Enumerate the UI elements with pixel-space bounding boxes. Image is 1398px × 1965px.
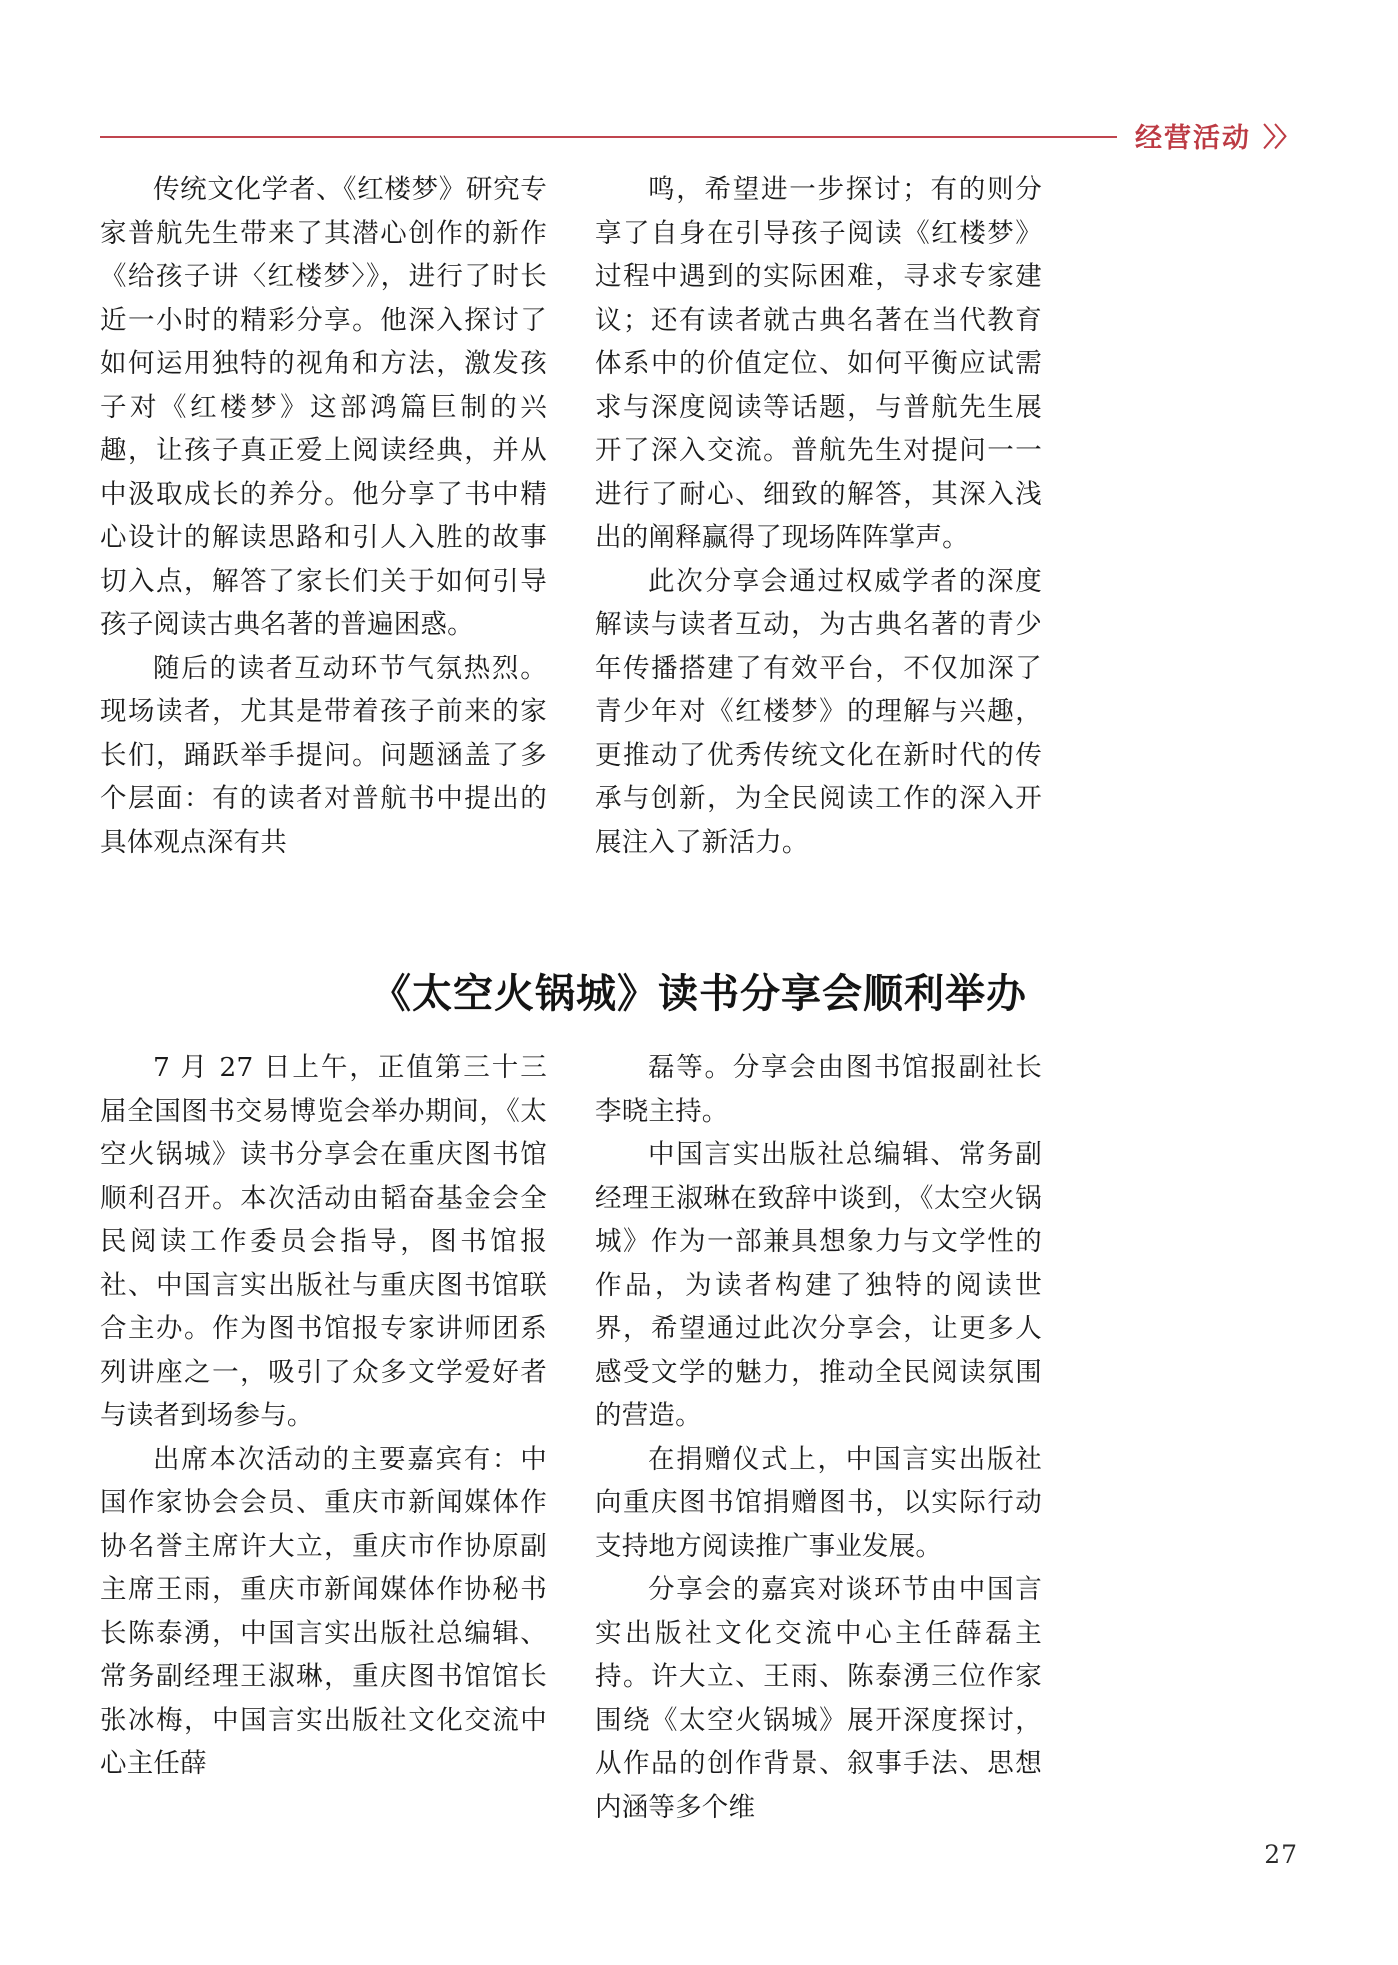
section-label: 经营活动: [1134, 122, 1251, 154]
running-head: [100, 112, 1298, 158]
article-two-left-column: [100, 1046, 547, 1829]
article-two-columns: [100, 1046, 1042, 1829]
article-two-title: 《太空火锅城》读书分享会顺利举办: [371, 971, 1027, 1017]
paragraph: 在捐赠仪式上，中国言实出版社向重庆图书馆捐赠图书，以实际行动支持地方阅读推广事业发展。: [595, 1443, 1042, 1562]
paragraph: 磊等。分享会由图书馆报副社长李晓主持。: [595, 1052, 1042, 1127]
article-one-left-column: [100, 168, 547, 864]
article-one-columns: [100, 168, 1042, 864]
paragraph: 7 月 27 日上午，正值第三十三届全国图书交易博览会举办期间，《太空火锅城》读书分享会在重庆图书馆顺利召开。本次活动由韬奋基金会全民阅读工作委员会指导，图书馆报社、中国言实出版社与重庆图书馆联合主办。作为图书馆报专家讲师团系列讲座之一，吸引了众多文学爱好者与读者到场参与。: [100, 1052, 547, 1431]
paragraph: 此次分享会通过权威学者的深度解读与读者互动，为古典名著的青少年传播搭建了有效平台，不仅加深了青少年对《红楼梦》的理解与兴趣，更推动了优秀传统文化在新时代的传承与创新，为全民阅读工作的深入开展注入了新活力。: [595, 565, 1042, 858]
paragraph: 中国言实出版社总编辑、常务副经理王淑琳在致辞中谈到，《太空火锅城》作为一部兼具想象力与文学性的作品，为读者构建了独特的阅读世界，希望通过此次分享会，让更多人感受文学的魅力，推动全民阅读氛围的营造。: [595, 1139, 1042, 1431]
paragraph: 传统文化学者、《红楼梦》研究专家普航先生带来了其潜心创作的新作《给孩子讲〈红楼梦〉》，进行了时长近一小时的精彩分享。他深入探讨了如何运用独特的视角和方法，激发孩子对《红楼梦》这部鸿篇巨制的兴趣，让孩子真正爱上阅读经典，并从中汲取成长的养分。他分享了书中精心设计的解读思路和引人入胜的故事切入点，解答了家长们关于如何引导孩子阅读古典名著的普遍困惑。: [100, 174, 547, 640]
paragraph: 随后的读者互动环节气氛热烈。现场读者，尤其是带着孩子前来的家长们，踊跃举手提问。问题涵盖了多个层面：有的读者对普航书中提出的具体观点深有共: [100, 652, 547, 858]
article-two-right-column: [595, 1046, 1042, 1829]
chevron-right-icon: 〉〉: [1262, 122, 1298, 153]
paragraph: 出席本次活动的主要嘉宾有：中国作家协会会员、重庆市新闻媒体作协名誉主席许大立，重庆市作协原副主席王雨，重庆市新闻媒体作协秘书长陈泰湧，中国言实出版社总编辑、常务副经理王淑琳，重庆图书馆馆长张冰梅，中国言实出版社文化交流中心主任薛: [100, 1443, 547, 1779]
running-head-rule: [100, 136, 1117, 138]
article-one-right-column: [595, 168, 1042, 864]
page-number: 27: [1264, 1840, 1298, 1869]
paragraph: 鸣，希望进一步探讨；有的则分享了自身在引导孩子阅读《红楼梦》过程中遇到的实际困难，寻求专家建议；还有读者就古典名著在当代教育体系中的价值定位、如何平衡应试需求与深度阅读等话题，与普航先生展开了深入交流。普航先生对提问一一进行了耐心、细致的解答，其深入浅出的阐释赢得了现场阵阵掌声。: [595, 174, 1042, 553]
paragraph: 分享会的嘉宾对谈环节由中国言实出版社文化交流中心主任薛磊主持。许大立、王雨、陈泰湧三位作家围绕《太空火锅城》展开深度探讨，从作品的创作背景、叙事手法、思想内涵等多个维: [595, 1574, 1042, 1823]
